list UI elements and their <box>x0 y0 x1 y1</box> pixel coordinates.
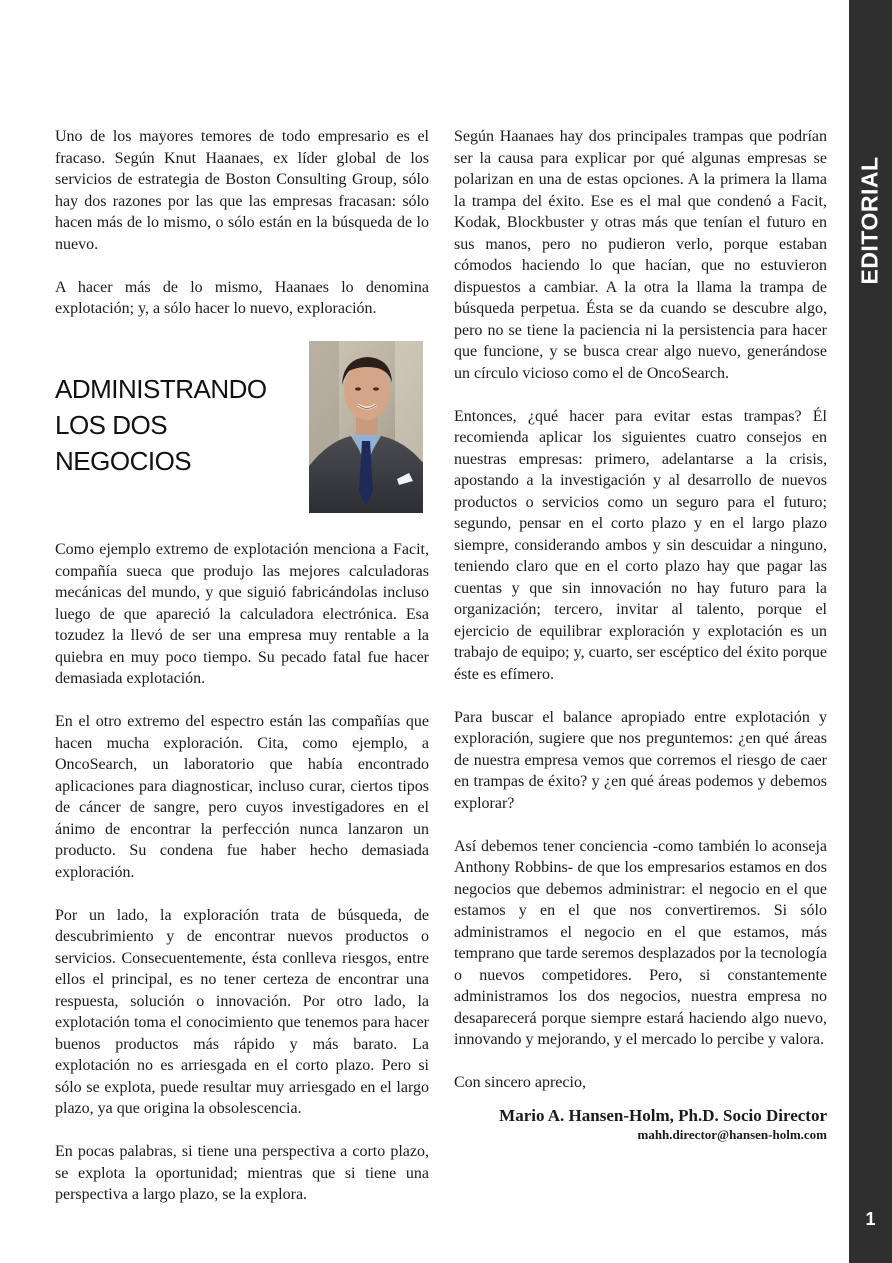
section-label <box>849 155 892 285</box>
author-signature: Mario A. Hansen-Holm, Ph.D. Socio Director <box>499 1105 827 1125</box>
author-email: mahh.director@hansen-holm.com <box>637 1126 827 1142</box>
paragraph: Así debemos tener conciencia -como también lo aconseja Anthony Robbins- de que los empresarios estamos en dos negocios que debemos administrar: el negocio en el que estamos y en el que nos convertiremos. Si sólo administramos el negocio en el que estamos, más temprano que tarde seremos desplazados por la tecnología o nuevos competidores. Pero, si constantemente administramos los dos negocios, nuestra empresa no desaparecerá porque siempre estará haciendo algo nuevo, innovando y mejorando, y el mercado lo percibe y valora. <box>454 837 827 1048</box>
right-column <box>454 126 827 1143</box>
paragraph: Uno de los mayores temores de todo empresario es el fracaso. Según Knut Haanaes, ex líder global de los servicios de estrategia de Boston Consulting Group, sólo hay dos razones por las que las empresas fracasan: sólo hacen más de lo mismo, o sólo están en la búsqueda de lo nuevo. <box>55 128 429 253</box>
paragraph: En el otro extremo del espectro están las compañías que hacen mucha exploración. Cita, como ejemplo, a OncoSearch, un laboratorio que había encontrado aplicaciones para diagnosticar, incluso curar, ciertos tipos de cáncer de sangre, pero cuyos investigadores en el ánimo de encontrar la perfección nunca lanzaron un producto. Su condena fue haber hecho demasiada exploración. <box>55 713 429 881</box>
paragraph: Según Haanaes hay dos principales trampas que podrían ser la causa para explicar por qué algunas empresas se polarizan en una de estas opciones. A la primera la llama la trampa del éxito. Ese es el mal que condenó a Facit, Kodak, Blockbuster y otras más que tenían el futuro en sus manos, pero no pudieron verlo, porque estaban cómodos haciendo lo que hacían, que no estuvieron dispuestos a cambiar. A la otra la llama la trampa de búsqueda perpetua. Ésta se da cuando se descubre algo, pero no se tiene la paciencia ni la persistencia para hacer que funcione, y se busca crear algo nuevo, generándose un círculo vicioso como el de OncoSearch. <box>454 128 827 382</box>
author-portrait <box>309 341 423 513</box>
heading-line: LOS DOS <box>55 410 168 440</box>
heading-line: NEGOCIOS <box>55 446 192 476</box>
paragraph: Como ejemplo extremo de explotación menciona a Facit, compañía sueca que produjo las mejores calculadoras mecánicas del mundo, y que siguió fabricándolas incluso luego de que apareció la calculadora electrónica. Esa tozudez la llevó de ser una empresa muy rentable a la quiebra en muy poco tiempo. Su pecado fatal fue hacer demasiada explotación. <box>55 541 429 687</box>
author-portrait-image <box>309 341 423 513</box>
paragraph: Para buscar el balance apropiado entre explotación y exploración, sugiere que nos preguntemos: ¿en qué áreas de nuestra empresa vemos que corremos el riesgo de caer en trampas de éxito? y ¿en qué áreas podemos y debemos explorar? <box>454 708 827 812</box>
paragraph: Entonces, ¿qué hacer para evitar estas trampas? Él recomienda aplicar los siguientes cuatro consejos en nuestras empresas: primero, adelantarse a la crisis, apostando a la investigación y al desarrollo de nuevos productos o servicios como un seguro para el futuro; segundo, pensar en el corto plazo y en el largo plazo siempre, considerando ambos y sin descuidar a ninguno, teniendo claro que en el corto plazo hay que pagar las cuentas y que sin innovación no hay futuro para la organización; tercero, invitar al talento, porque el ejercicio de equilibrar exploración y explotación es un trabajo de equipo; y, cuarto, ser escéptico del éxito porque éste es efímero. <box>454 407 827 683</box>
paragraph: En pocas palabras, si tiene una perspectiva a corto plazo, se explota la oportunidad; mientras que si tiene una perspectiva a largo plazo, se la explora. <box>55 1143 429 1203</box>
left-column <box>55 126 429 1227</box>
heading-line: ADMINISTRANDO <box>55 374 267 404</box>
section-label-text: EDITORIAL <box>857 155 883 285</box>
page-number: 1 <box>865 1209 876 1229</box>
paragraph: Por un lado, la exploración trata de búsqueda, de descubrimiento y de encontrar nuevos productos o servicios. Consecuentemente, ésta conlleva riesgos, entre ellos el principal, es no tener certeza de encontrar una respuesta, solución o innovación. Por otro lado, la explotación toma el conocimiento que tenemos para hacer buenos productos más rápido y más barato. La explotación no es arriesgada en el corto plazo. Pero si sólo se explota, puede resultar muy arriesgado en el largo plazo, ya que origina la obsolescencia. <box>55 906 429 1117</box>
signoff: Con sincero aprecio, <box>454 1074 586 1091</box>
section-heading <box>55 371 267 479</box>
section-heading-block <box>55 341 429 527</box>
paragraph: A hacer más de lo mismo, Haanaes lo denomina explotación; y, a sólo hacer lo nuevo, exploración. <box>55 278 429 317</box>
